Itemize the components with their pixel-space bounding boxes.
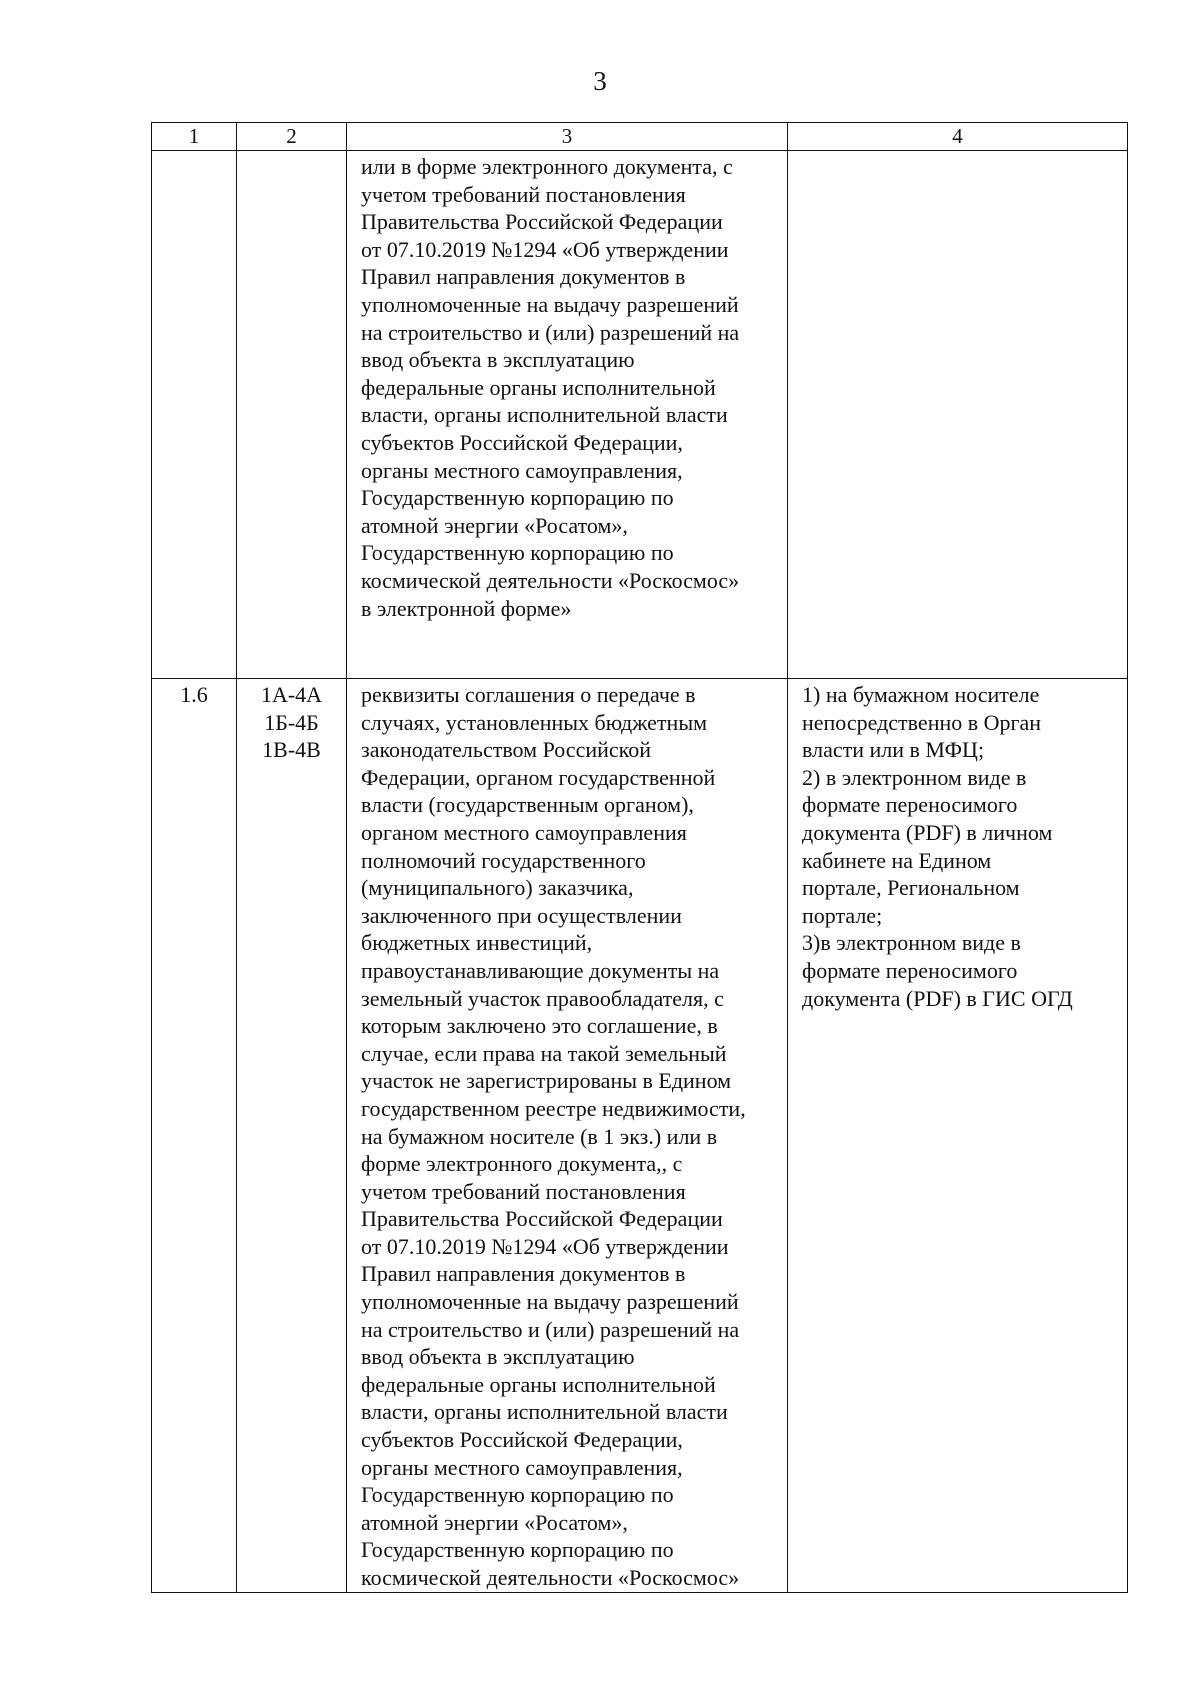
text-line: в электронной форме» bbox=[361, 595, 572, 621]
text-line: правоустанавливающие документы на bbox=[361, 957, 720, 983]
cell-text bbox=[802, 681, 1127, 1012]
table-row-continuation bbox=[152, 151, 1128, 679]
text-line: Федерации, органом государственной bbox=[361, 764, 716, 790]
header-col-3: 3 bbox=[347, 123, 788, 151]
page-number: 3 bbox=[593, 66, 607, 96]
text-line: Государственную корпорацию по bbox=[361, 1482, 674, 1508]
text-line: 3)в электронном виде в bbox=[802, 930, 1021, 956]
text-line: 1В-4В bbox=[262, 737, 321, 763]
table-header-row bbox=[152, 123, 1128, 151]
text-line: документа (PDF) в ГИС ОГД bbox=[802, 985, 1073, 1011]
header-col-4: 4 bbox=[788, 123, 1128, 151]
text-line: власти или в МФЦ; bbox=[802, 737, 985, 763]
text-line: Правительства Российской Федерации bbox=[361, 1206, 723, 1232]
text-line: на строительство и (или) разрешений на bbox=[361, 1316, 740, 1342]
text-line: законодательством Российской bbox=[361, 737, 651, 763]
text-line: субъектов Российской Федерации, bbox=[361, 1427, 683, 1453]
text-line: уполномоченные на выдачу разрешений bbox=[361, 1289, 739, 1315]
cell-col-2 bbox=[237, 151, 347, 679]
cell-col-4 bbox=[788, 151, 1128, 679]
text-line: случаях, установленных бюджетным bbox=[361, 709, 708, 735]
cell-text bbox=[361, 681, 787, 1592]
text-line: органы местного самоуправления, bbox=[361, 457, 683, 483]
cell-col-3 bbox=[347, 679, 788, 1593]
text-line: Правительства Российской Федерации bbox=[361, 209, 723, 235]
cell-col-4 bbox=[788, 679, 1128, 1593]
text-line: учетом требований постановления bbox=[361, 1178, 686, 1204]
text-line: космической деятельности «Роскосмос» bbox=[361, 1565, 740, 1590]
text-line: 2) в электронном виде в bbox=[802, 764, 1027, 790]
cell-text bbox=[237, 681, 346, 764]
text-line: федеральные органы исполнительной bbox=[361, 1371, 716, 1397]
text-line: государственном реестре недвижимости, bbox=[361, 1095, 746, 1121]
text-line: Государственную корпорацию по bbox=[361, 1537, 674, 1563]
text-line: власти, органы исполнительной власти bbox=[361, 1399, 728, 1425]
text-line: земельный участок правообладателя, с bbox=[361, 985, 724, 1011]
text-line: документа (PDF) в личном bbox=[802, 819, 1053, 845]
text-line: бюджетных инвестиций, bbox=[361, 930, 593, 956]
text-line: атомной энергии «Росатом», bbox=[361, 512, 628, 538]
text-line: власти, органы исполнительной власти bbox=[361, 402, 728, 428]
text-line: формате переносимого bbox=[802, 792, 1018, 818]
document-table bbox=[151, 122, 1128, 1593]
header-col-2: 2 bbox=[237, 123, 347, 151]
text-line: ввод объекта в эксплуатацию bbox=[361, 1344, 635, 1370]
cell-col-3 bbox=[347, 151, 788, 679]
text-line: от 07.10.2019 №1294 «Об утверждении bbox=[361, 236, 729, 262]
text-line: Государственную корпорацию по bbox=[361, 485, 674, 511]
text-line: ввод объекта в эксплуатацию bbox=[361, 347, 635, 373]
cell-text bbox=[361, 153, 787, 622]
text-line: заключенного при осуществлении bbox=[361, 902, 682, 928]
text-line: или в форме электронного документа, с bbox=[361, 154, 733, 179]
row-number: 1.6 bbox=[152, 679, 237, 1593]
table-row-1-6 bbox=[152, 679, 1128, 1593]
text-line: федеральные органы исполнительной bbox=[361, 374, 716, 400]
text-line: Государственную корпорацию по bbox=[361, 540, 674, 566]
text-line: учетом требований постановления bbox=[361, 181, 686, 207]
text-line: участок не зарегистрированы в Едином bbox=[361, 1068, 732, 1094]
text-line: Правил направления документов в bbox=[361, 1261, 686, 1287]
text-line: органом местного самоуправления bbox=[361, 819, 687, 845]
text-line: которым заключено это соглашение, в bbox=[361, 1013, 718, 1039]
header-col-1: 1 bbox=[152, 123, 237, 151]
text-line: уполномоченные на выдачу разрешений bbox=[361, 291, 739, 317]
text-line: реквизиты соглашения о передаче в bbox=[361, 682, 696, 707]
text-line: форме электронного документа,, с bbox=[361, 1151, 683, 1177]
text-line: портале; bbox=[802, 902, 883, 928]
text-line: на строительство и (или) разрешений на bbox=[361, 319, 740, 345]
cell-col-1 bbox=[152, 151, 237, 679]
cell-col-2 bbox=[237, 679, 347, 1593]
text-line: 1А-4А bbox=[260, 682, 323, 707]
text-line: кабинете на Едином bbox=[802, 847, 992, 873]
text-line: случае, если права на такой земельный bbox=[361, 1040, 727, 1066]
text-line: субъектов Российской Федерации, bbox=[361, 429, 683, 455]
text-line: атомной энергии «Росатом», bbox=[361, 1509, 628, 1535]
text-line: на бумажном носителе (в 1 экз.) или в bbox=[361, 1123, 718, 1149]
text-line: органы местного самоуправления, bbox=[361, 1454, 683, 1480]
text-line: власти (государственным органом), bbox=[361, 792, 694, 818]
text-line: (муниципального) заказчика, bbox=[361, 875, 634, 901]
text-line: 1Б-4Б bbox=[264, 709, 319, 735]
text-line: космической деятельности «Роскосмос» bbox=[361, 567, 740, 593]
text-line: портале, Региональном bbox=[802, 875, 1020, 901]
text-line: формате переносимого bbox=[802, 957, 1018, 983]
text-line: от 07.10.2019 №1294 «Об утверждении bbox=[361, 1233, 729, 1259]
text-line: 1) на бумажном носителе bbox=[802, 682, 1040, 707]
text-line: полномочий государственного bbox=[361, 847, 646, 873]
text-line: Правил направления документов в bbox=[361, 264, 686, 290]
text-line: непосредственно в Орган bbox=[802, 709, 1042, 735]
